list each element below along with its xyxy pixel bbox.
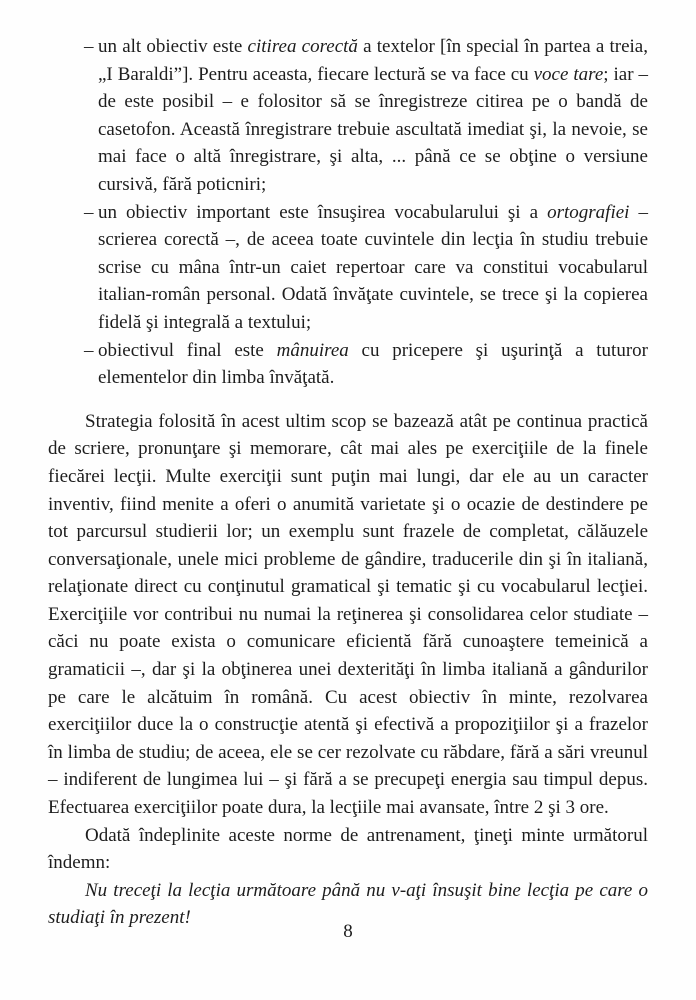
bullet-dash: –	[84, 339, 94, 361]
list-item-text	[98, 202, 648, 333]
bullet-dash: –	[84, 201, 94, 223]
list-item	[48, 33, 648, 199]
text-segment: cu pricepere şi uşurinţă a tuturor elementelor din limba învăţată.	[98, 339, 648, 389]
list-item	[48, 337, 648, 392]
text-segment-italic: mânuirea	[276, 339, 349, 361]
text-segment: ; iar – de este posibil – e folositor să se înregistreze citirea pe o bandă de casetofon. Această înregistrare trebuie ascultată imediat şi, la nevoie, se mai face o altă înregistrare, şi alta, ... până ce se obţine o versiune cursivă, fără poticniri;	[98, 63, 648, 195]
text-block	[48, 33, 648, 932]
paragraph: Strategia folosită în acest ultim scop se bazează atât pe continua practică de scriere, pronunţare şi memorare, cât mai ales pe exerciţiile de la finele fiecărei lecţii. Multe exerciţii sunt puţin mai lungi, dar ele au un caracter inventiv, fiind menite a oferi o anumită varietate şi o ocazie de destindere pe tot parcursul studierii lor; un exemplu sunt frazele de completat, călăuzele conversaţionale, unele mici probleme de gândire, traducerile din şi în italiană, relaţionate direct cu conţinutul gramatical şi tematic şi cu vocabularul lecţiei. Exerciţiile vor contribui nu numai la reţinerea şi consolidarea celor studiate – căci nu poate exista o comunicare eficientă fără cunoaştere temeinică a gramaticii –, dar şi la obţinerea unei dexterităţi în limba italiană a gândurilor pe care le alcătuim în română. Cu acest obiectiv în minte, rezolvarea exerciţiilor duce la o construcţie atentă şi efectivă a propoziţiilor şi a frazelor în limba de studiu; de aceea, ele se cer rezolvate cu răbdare, fără a sări vreunul – indiferent de lungimea lui – şi fără a se precupeţi energia sau timpul depus. Efectuarea exerciţiilor poate dura, la lecţiile mai avansate, între 2 şi 3 ore.	[48, 410, 648, 819]
text-segment-italic: ortografiei	[547, 201, 630, 223]
list-item	[48, 199, 648, 337]
text-segment: obiectivul final este	[98, 339, 277, 361]
bullet-dash: –	[84, 36, 94, 57]
paragraph-italic-exhortation: Nu treceţi la lecţia următoare până nu v-aţi însuşit bine lecţia pe care o studiaţi în prezent!	[48, 879, 648, 929]
objectives-list	[48, 33, 648, 392]
text-segment: – scrierea corectă –, de aceea toate cuvintele din lecţia în studiu trebuie scrise cu mâna într-un caiet repertoar care va constitui vocabularul italian-român personal. Odată învăţate cuvintele, se trece şi la copierea fidelă şi integrală a textului;	[98, 201, 648, 333]
list-item-text	[98, 36, 648, 195]
list-item-text	[98, 340, 648, 389]
text-segment-italic: citirea corectă	[247, 36, 358, 57]
text-segment: un alt obiectiv este	[98, 36, 248, 57]
paragraph: Odată îndeplinite aceste norme de antrenament, ţineţi minte următorul îndemn:	[48, 824, 648, 874]
text-segment: un obiectiv important este însuşirea vocabularului şi a	[98, 201, 548, 223]
text-segment: a textelor [în special în partea a treia, „I Baraldi”]. Pentru aceasta, fiecare lectură se va face cu	[98, 36, 648, 85]
text-segment-italic: voce tare	[533, 63, 604, 85]
page-number: 8	[343, 921, 353, 942]
body-paragraphs	[48, 408, 648, 932]
